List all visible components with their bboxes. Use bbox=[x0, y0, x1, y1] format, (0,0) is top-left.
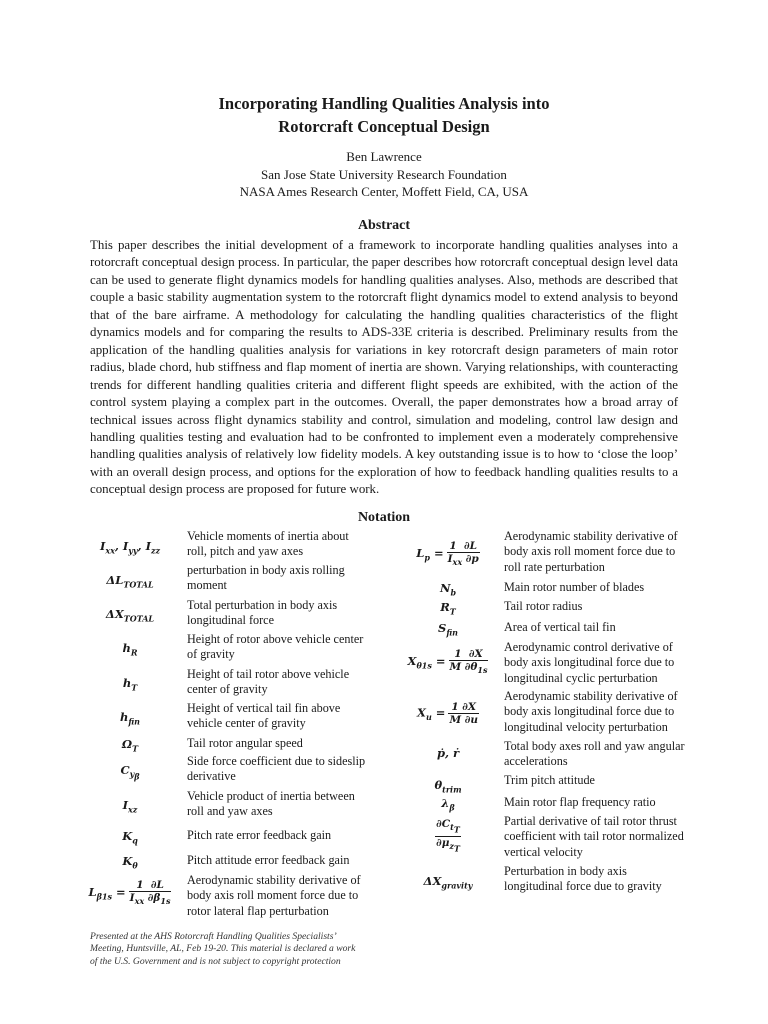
desc-line: longitudinal cyclic perturbation bbox=[504, 670, 658, 685]
desc-line: longitudinal force bbox=[187, 613, 274, 628]
desc-line: of gravity bbox=[187, 647, 235, 662]
desc-line: Aerodynamic stability derivative of bbox=[187, 873, 361, 887]
desc-line: rotor lateral flap perturbation bbox=[187, 903, 329, 918]
footnote bbox=[90, 931, 390, 968]
desc-line: vertical velocity bbox=[504, 844, 583, 859]
desc-line: body axis longitudinal force due to bbox=[504, 704, 675, 719]
fraction: $\frac{1 \partial X}{M \partial\theta_{1s}}$ bbox=[449, 648, 488, 676]
desc-line: Tail rotor radius bbox=[504, 599, 583, 613]
desc-line: Main rotor flap frequency ratio bbox=[504, 795, 656, 809]
symbol-delta-x-total: $\Delta X_{TOTAL}$ bbox=[105, 607, 155, 624]
notation-desc bbox=[187, 598, 377, 629]
notation-desc bbox=[187, 789, 377, 820]
notation-desc bbox=[504, 689, 694, 735]
desc-line: moment bbox=[187, 578, 227, 593]
desc-line: center of gravity bbox=[187, 682, 268, 697]
notation-desc bbox=[504, 864, 694, 895]
symbol-n-b: $N_b$ bbox=[439, 581, 457, 598]
title-line-2: Rotorcraft Conceptual Design bbox=[278, 117, 490, 136]
desc-line: Total perturbation in body axis bbox=[187, 598, 338, 612]
desc-line: perturbation in body axis rolling bbox=[187, 563, 345, 577]
desc-line: coefficient with tail rotor normalized bbox=[504, 829, 684, 844]
desc-line: Height of tail rotor above vehicle bbox=[187, 667, 350, 681]
symbol-dct-dmuz bbox=[398, 818, 498, 854]
symbol-k-theta: $K_\theta$ bbox=[122, 854, 138, 871]
desc-line: Vehicle product of inertia between bbox=[187, 789, 355, 803]
symbol-omega-t: $\Omega_T$ bbox=[121, 737, 139, 754]
symbol-l-p: $L_p$ = $\frac{1 \partial L}{I_{xx} \partial p}$ bbox=[416, 540, 479, 568]
desc-line: roll rate perturbation bbox=[504, 559, 605, 574]
desc-line: Aerodynamic stability derivative of bbox=[504, 689, 678, 703]
desc-line: Main rotor number of blades bbox=[504, 580, 645, 594]
symbol-h-r: $h_R$ bbox=[122, 641, 138, 658]
notation-desc bbox=[504, 640, 694, 686]
desc-line: Trim pitch attitude bbox=[504, 773, 595, 787]
desc-line: Tail rotor angular speed bbox=[187, 736, 303, 750]
notation-desc bbox=[187, 563, 377, 594]
desc-line: Pitch attitude error feedback gain bbox=[187, 853, 350, 867]
symbol-cy-beta: $C_{y_\beta}$ bbox=[120, 763, 140, 782]
desc-line: Partial derivative of tail rotor thrust bbox=[504, 814, 677, 828]
desc-line: vehicle center of gravity bbox=[187, 716, 306, 731]
abstract-text: This paper describes the initial development of a framework to incorporate handling qualities analyses into a rotorcraft conceptual design process. In particular, the paper describes how rotorcraft conceptual design level data can be used to generate flight dynamics models for handling qualities analyses. Also, methods are described that couple a basic stability augmentation system to the rotorcraft flight dynamics model to extend analysis to beyond that of the bare airframe. A methodology for calculating the handling qualities characteristics of the flight dynamics models and for comparing the results to ADS-33E criteria is described. Preliminary results from the application of the handling qualities analysis for variations in key rotorcraft design parameters of main rotor radius, blade chord, hub stiffness and flap moment of inertia are shown. Varying relationships, with counteracting trends for different handling qualities criteria and different flight speeds are exhibited, with the action of the control system playing a complex part in the outcomes. Overall, the paper demonstrates how a broad array of technical issues across flight dynamics stability and control, simulation and modeling, control law design and handling qualities testing and evaluation had to be confronted to implement even a moderately comprehensive handling qualities analysis of relatively low fidelity models. A key outstanding issue is to how to ‘close the loop’ with an overall design process, and options for the exploration of how to feedback handling qualities results to a conceptual design process are proposed for future work. bbox=[90, 238, 678, 497]
desc-line: body axis roll moment force due to bbox=[187, 888, 359, 903]
author-affiliation-2: NASA Ames Research Center, Moffett Field, CA, USA bbox=[239, 184, 529, 200]
notation-desc bbox=[187, 701, 377, 732]
desc-line: Perturbation in body axis bbox=[504, 864, 627, 878]
footnote-line-1: Presented at the AHS Rotorcraft Handling Qualities Specialists’ bbox=[90, 931, 337, 942]
symbol-k-q: $K_q$ bbox=[122, 829, 138, 846]
symbol-inertia-moments: $I_{xx}$, $I_{yy}$, $I_{zz}$ bbox=[99, 539, 161, 556]
author-block bbox=[90, 148, 678, 201]
notation-desc bbox=[504, 739, 694, 770]
notation-desc bbox=[187, 853, 377, 868]
fraction: $\frac{1 \partial L}{I_{xx} \partial p}$ bbox=[447, 540, 479, 568]
notation-desc bbox=[504, 599, 694, 614]
desc-line: body axis roll moment force due to bbox=[504, 544, 676, 559]
notation-desc bbox=[504, 773, 694, 788]
desc-line: Vehicle moments of inertia about bbox=[187, 529, 349, 543]
desc-line: roll, pitch and yaw axes bbox=[187, 544, 304, 559]
symbol-r-t: $R_T$ bbox=[440, 600, 456, 617]
desc-line: body axis longitudinal force due to bbox=[504, 655, 675, 670]
symbol-h-t: $h_T$ bbox=[122, 676, 138, 693]
symbol-s-fin: $S_{fin}$ bbox=[438, 621, 458, 638]
desc-line: derivative bbox=[187, 769, 236, 784]
symbol-delta-l-total: $\Delta L_{TOTAL}$ bbox=[106, 573, 154, 590]
desc-line: accelerations bbox=[504, 754, 568, 769]
desc-line: Side force coefficient due to sideslip bbox=[187, 754, 366, 768]
abstract-heading: Abstract bbox=[357, 218, 411, 233]
fraction: $\frac{1 \partial X}{M \partial u}$ bbox=[449, 701, 478, 726]
fraction: $\frac{1 \partial L}{I_{xx} \partial\beta_{1s}}$ bbox=[129, 879, 171, 907]
notation-desc bbox=[187, 736, 377, 751]
desc-line: longitudinal force due to gravity bbox=[504, 879, 662, 894]
desc-line: Pitch rate error feedback gain bbox=[187, 828, 332, 842]
author-affiliation-1: San Jose State University Research Foundation bbox=[261, 166, 507, 182]
notation-desc bbox=[504, 620, 694, 635]
notation-desc bbox=[504, 795, 694, 810]
desc-line: longitudinal velocity perturbation bbox=[504, 719, 668, 734]
desc-line: roll and yaw axes bbox=[187, 804, 273, 819]
author-name: Ben Lawrence bbox=[346, 149, 422, 164]
symbol-x-theta1s: $X_{\theta 1s}$ = $\frac{1 \partial X}{M \partial\theta_{1s}}$ bbox=[407, 648, 488, 676]
symbol-l-beta1s: $L_{\beta 1s}$ = $\frac{1 \partial L}{I_{xx} \partial\beta_{1s}}$ bbox=[88, 879, 171, 907]
symbol-lambda-beta: $\lambda_\beta$ bbox=[441, 796, 455, 813]
symbol-i-xz: $I_{xz}$ bbox=[122, 798, 138, 815]
fraction: $\frac{\partial C_{t_T}}{\partial\mu_{z_T}}$ bbox=[436, 818, 460, 854]
notation-desc bbox=[187, 529, 377, 560]
notation-desc bbox=[504, 580, 694, 595]
symbol-theta-trim: $\theta_{trim}$ bbox=[434, 778, 462, 795]
desc-line: Height of vertical tail fin above bbox=[187, 701, 341, 715]
notation-desc bbox=[504, 814, 694, 860]
notation-desc bbox=[187, 873, 377, 919]
notation-heading: Notation bbox=[357, 510, 411, 525]
notation-desc bbox=[187, 632, 377, 663]
notation-desc bbox=[187, 828, 377, 843]
desc-line: Aerodynamic stability derivative of bbox=[504, 529, 678, 543]
symbol-delta-x-gravity: $\Delta X_{gravity}$ bbox=[423, 874, 473, 891]
notation-desc bbox=[504, 529, 694, 575]
notation-desc bbox=[187, 754, 377, 785]
desc-line: Area of vertical tail fin bbox=[504, 620, 616, 634]
desc-line: Total body axes roll and yaw angular bbox=[504, 739, 685, 753]
footnote-line-2: Meeting, Huntsville, AL, Feb 19-20. This material is declared a work bbox=[90, 943, 356, 955]
desc-line: Aerodynamic control derivative of bbox=[504, 640, 673, 654]
title-line-1: Incorporating Handling Qualities Analysis into bbox=[218, 94, 550, 113]
desc-line: Height of rotor above vehicle center bbox=[187, 632, 364, 646]
notation-desc bbox=[187, 667, 377, 698]
symbol-h-fin: $h_{fin}$ bbox=[119, 710, 140, 727]
paper-title bbox=[90, 92, 678, 138]
symbol-x-u: $X_u$ = $\frac{1 \partial X}{M \partial u}$ bbox=[417, 701, 478, 726]
footnote-line-3: of the U.S. Government and is not subject to copyright protection bbox=[90, 955, 341, 967]
symbol-p-dot-r-dot: ṗ, ṙ bbox=[436, 746, 460, 760]
